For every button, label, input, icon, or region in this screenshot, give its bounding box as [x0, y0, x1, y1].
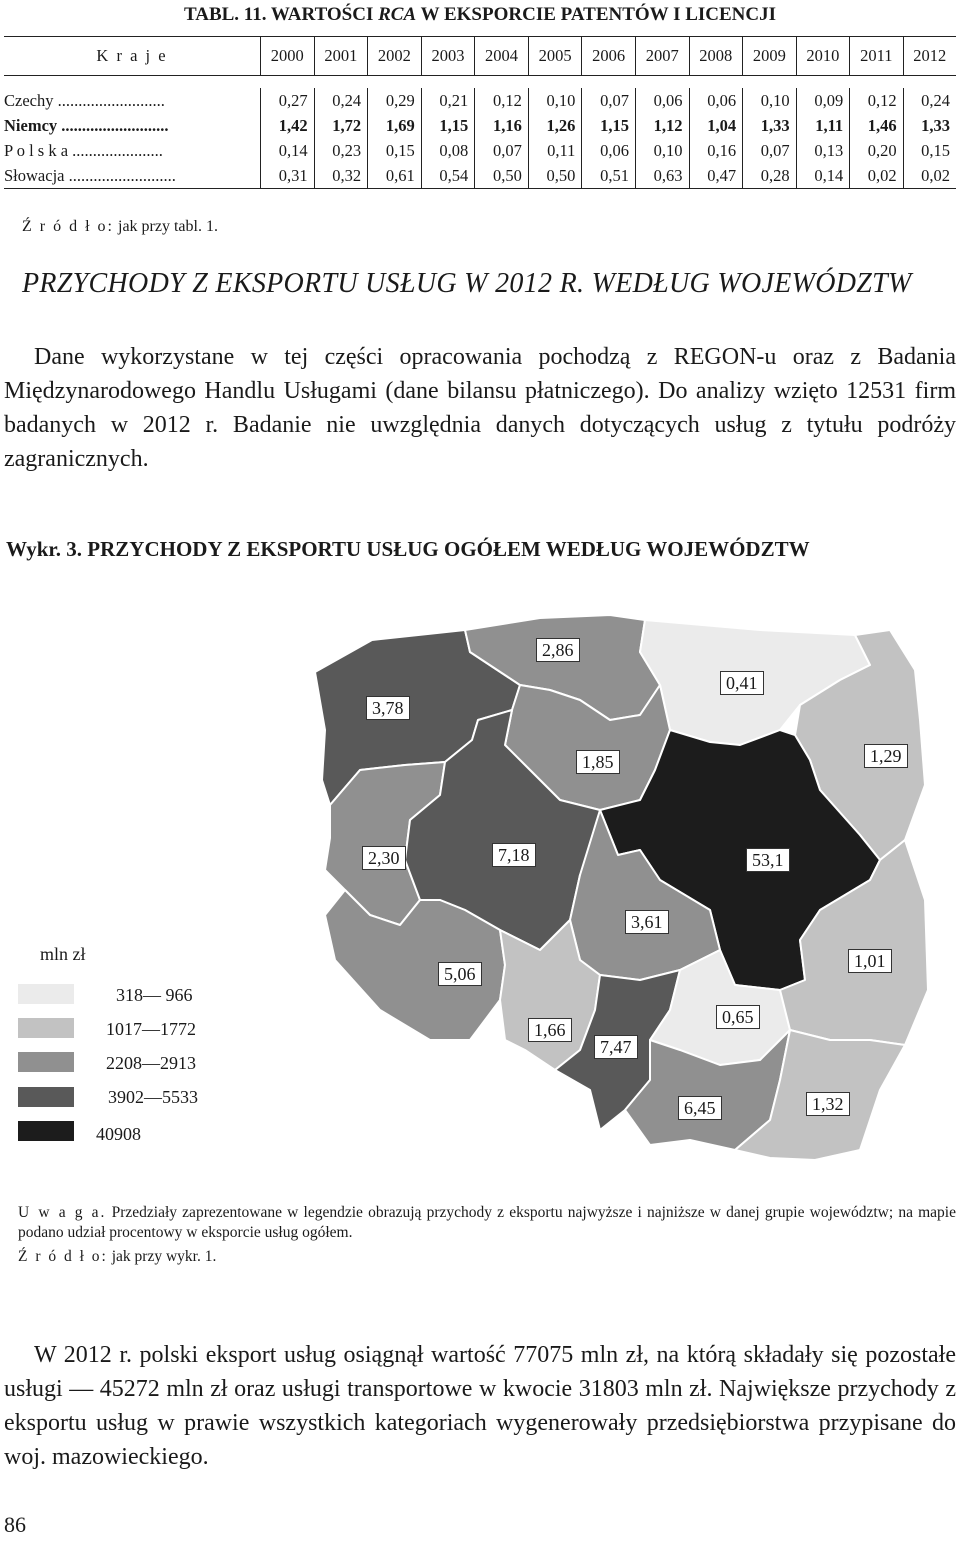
- table-row: [4, 113, 956, 138]
- year-header-2007: 2007: [635, 37, 689, 76]
- rca-value: 0,20: [850, 138, 903, 163]
- rca-value: 0,50: [475, 163, 529, 189]
- rca-value: 1,42: [261, 113, 315, 138]
- table-row: [4, 138, 956, 163]
- rca-value: 0,47: [689, 163, 743, 189]
- rca-value: 0,16: [689, 138, 743, 163]
- rca-value: 0,31: [261, 163, 315, 189]
- region-value-podkarpackie: 1,32: [806, 1092, 850, 1116]
- region-value-slaskie: 7,47: [594, 1035, 638, 1059]
- rca-value: 0,13: [796, 138, 850, 163]
- region-value-swietokrzyskie: 0,65: [716, 1005, 760, 1029]
- rca-value: 0,12: [850, 88, 903, 113]
- figure-note: U w a g a. Przedziały zaprezentowane w legendzie obrazują przychody z eksportu najwyższe i najniższe w danej grupie województw; na mapie podano udział procentowy w eksporcie usług ogółem.: [18, 1204, 956, 1241]
- year-header-2011: 2011: [850, 37, 903, 76]
- rca-value: 1,12: [635, 113, 689, 138]
- rca-value: 0,08: [421, 138, 475, 163]
- rca-value: 0,15: [903, 138, 956, 163]
- rca-value: 1,33: [903, 113, 956, 138]
- year-header-2012: 2012: [903, 37, 956, 76]
- rca-table: [4, 36, 956, 189]
- closing-paragraph: W 2012 r. polski eksport usług osiągnął wartość 77075 mln zł, na którą składały się pozostałe usługi — 45272 mln zł oraz usługi transportowe w kwocie 31803 mln zł. Największe przychody z eksportu usług w prawie wszystkich kategoriach wygenerowały przedsiębiorstwa przypisane do woj. mazowieckiego.: [4, 1342, 956, 1470]
- rca-value: 0,07: [743, 138, 797, 163]
- legend-label-5: 40908: [96, 1124, 141, 1144]
- region-value-malopolskie: 6,45: [678, 1096, 722, 1120]
- region-value-mazowieckie: 53,1: [746, 848, 790, 872]
- region-value-lodzkie: 3,61: [625, 910, 669, 934]
- region-value-podlaskie: 1,29: [864, 744, 908, 768]
- rca-value: 1,04: [689, 113, 743, 138]
- rca-value: 0,32: [314, 163, 368, 189]
- rca-value: 0,10: [528, 88, 582, 113]
- region-value-zachodniopomorskie: 3,78: [366, 696, 410, 720]
- legend-title: mln zł: [40, 944, 86, 964]
- rca-value: 1,16: [475, 113, 529, 138]
- rca-value: 0,51: [582, 163, 636, 189]
- table-row: [4, 163, 956, 189]
- rca-value: 1,15: [582, 113, 636, 138]
- table-row: [4, 88, 956, 113]
- legend-swatch-2: [18, 1018, 74, 1038]
- rca-value: 0,29: [368, 88, 422, 113]
- rca-value: 1,69: [368, 113, 422, 138]
- year-header-2001: 2001: [314, 37, 368, 76]
- year-header-2000: 2000: [261, 37, 315, 76]
- rca-value: 0,10: [743, 88, 797, 113]
- year-header-2009: 2009: [743, 37, 797, 76]
- table-title: TABL. 11. WARTOŚCI RCA W EKSPORCIE PATENTÓW I LICENCJI: [183, 4, 777, 25]
- rca-value: 0,50: [528, 163, 582, 189]
- region-value-wielkopolskie: 7,18: [492, 843, 536, 867]
- country-name: Słowacja ..........................: [4, 163, 261, 189]
- legend-swatch-5: [18, 1121, 74, 1141]
- rca-value: 0,07: [475, 138, 529, 163]
- rca-value: 1,15: [421, 113, 475, 138]
- legend-swatch-3: [18, 1052, 74, 1072]
- rca-value: 0,09: [796, 88, 850, 113]
- year-header-2005: 2005: [528, 37, 582, 76]
- year-header-2008: 2008: [689, 37, 743, 76]
- rca-value: 0,11: [528, 138, 582, 163]
- rca-value: 0,06: [635, 88, 689, 113]
- legend-swatch-4: [18, 1087, 74, 1107]
- rca-value: 0,02: [903, 163, 956, 189]
- rca-value: 0,06: [582, 138, 636, 163]
- country-name: Niemcy ..........................: [4, 115, 169, 135]
- legend-swatch-1: [18, 984, 74, 1004]
- year-header-2010: 2010: [796, 37, 850, 76]
- region-value-opolskie: 1,66: [528, 1018, 572, 1042]
- rca-value: 0,23: [314, 138, 368, 163]
- table-corner-header: K r a j e: [4, 37, 261, 76]
- region-value-dolnoslaskie: 5,06: [438, 962, 482, 986]
- region-value-pomorskie: 2,86: [536, 638, 580, 662]
- rca-value: 1,33: [743, 113, 797, 138]
- rca-value: 1,26: [528, 113, 582, 138]
- page-number: 86: [4, 1512, 26, 1537]
- table-header-row: [4, 37, 956, 76]
- rca-value: 1,46: [850, 113, 903, 138]
- figure-source: Ź r ó d ł o: jak przy wykr. 1.: [18, 1248, 217, 1265]
- year-header-2006: 2006: [582, 37, 636, 76]
- year-header-2004: 2004: [475, 37, 529, 76]
- rca-value: 0,02: [850, 163, 903, 189]
- section-heading: PRZYCHODY Z EKSPORTU USŁUG W 2012 R. WEDŁUG WOJEWÓDZTW: [22, 268, 912, 299]
- legend-label-1: 318— 966: [116, 985, 193, 1005]
- rca-value: 0,10: [635, 138, 689, 163]
- rca-value: 0,14: [796, 163, 850, 189]
- rca-value: 0,28: [743, 163, 797, 189]
- rca-value: 0,63: [635, 163, 689, 189]
- rca-value: 1,11: [796, 113, 850, 138]
- country-name: P o l s k a ......................: [4, 140, 163, 160]
- rca-value: 1,72: [314, 113, 368, 138]
- country-name: Czechy ..........................: [4, 90, 165, 110]
- section-paragraph: Dane wykorzystane w tej części opracowania pochodzą z REGON-u oraz z Badania Międzynarodowego Handlu Usługami (dane bilansu płatniczego). Do analizy wzięto 12531 firm badanych w 2012 r. Badanie nie uwzględnia danych dotyczących usług z tytułu podróży zagranicznych.: [4, 344, 956, 472]
- table-source: Ź r ó d ł o: jak przy tabl. 1.: [22, 218, 218, 235]
- rca-value: 0,24: [903, 88, 956, 113]
- rca-value: 0,21: [421, 88, 475, 113]
- region-value-warminsko-mazurskie: 0,41: [720, 671, 764, 695]
- legend-label-4: 3902—5533: [108, 1087, 198, 1107]
- rca-value: 0,61: [368, 163, 422, 189]
- rca-value: 0,12: [475, 88, 529, 113]
- year-header-2002: 2002: [368, 37, 422, 76]
- legend-label-2: 1017—1772: [106, 1019, 196, 1039]
- year-header-2003: 2003: [421, 37, 475, 76]
- region-value-lubelskie: 1,01: [848, 949, 892, 973]
- rca-value: 0,15: [368, 138, 422, 163]
- region-value-lubuskie: 2,30: [362, 846, 406, 870]
- rca-value: 0,07: [582, 88, 636, 113]
- rca-value: 0,24: [314, 88, 368, 113]
- figure-title: Wykr. 3. PRZYCHODY Z EKSPORTU USŁUG OGÓŁEM WEDŁUG WOJEWÓDZTW: [6, 537, 810, 561]
- legend-label-3: 2208—2913: [106, 1053, 196, 1073]
- region-value-kujawsko-pomorskie: 1,85: [576, 750, 620, 774]
- rca-value: 0,14: [261, 138, 315, 163]
- rca-value: 0,06: [689, 88, 743, 113]
- rca-value: 0,54: [421, 163, 475, 189]
- rca-value: 0,27: [261, 88, 315, 113]
